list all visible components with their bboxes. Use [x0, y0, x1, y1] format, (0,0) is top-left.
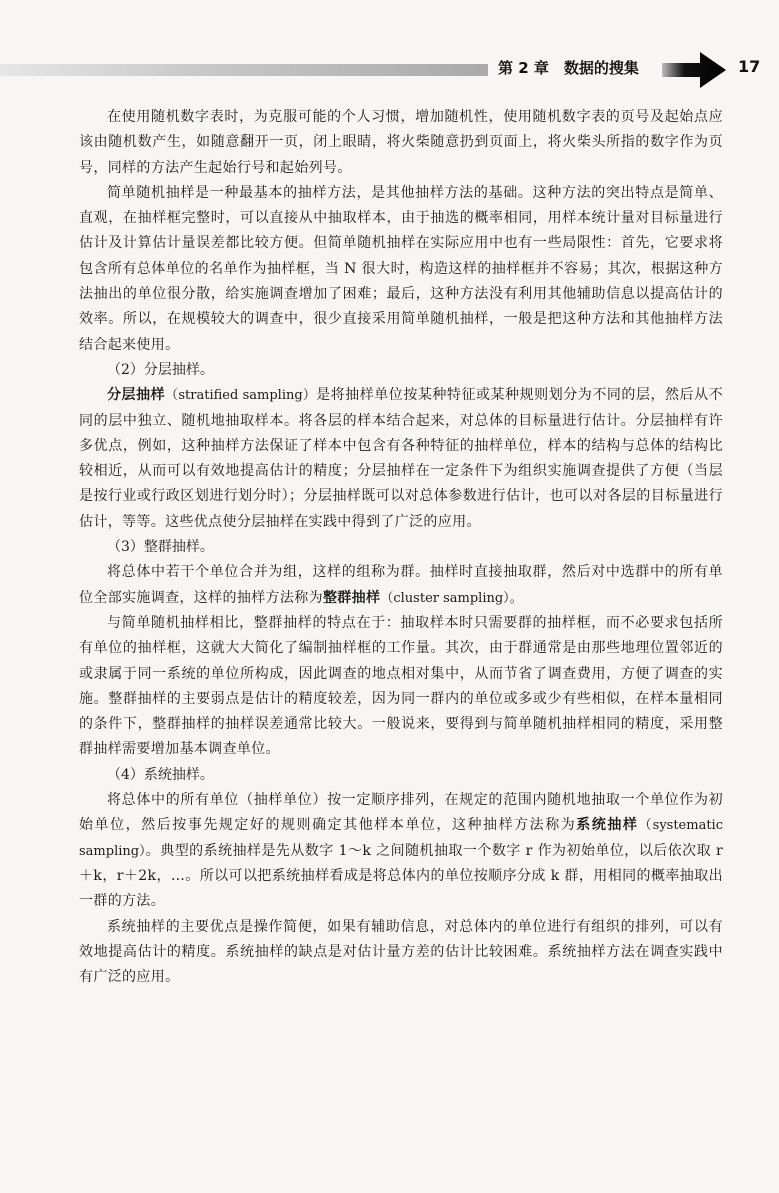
- paragraph-stratified-text: 是将抽样单位按某种特征或某种规则划分为不同的层，然后从不同的层中独立、随机地抽取样本。将各层的样本结合起来，对总体的目标量进行估计。分层抽样有许多优点，例如，这种抽样方法保证了样本中包含有各种特征的抽样单位，样本的结构与总体的结构比较相近，从而可以有效地提高估计的精度；分层抽样在一定条件下为组织实施调查提供了方便（当层是按行业或行政区划进行划分时）；分层抽样既可以对总体参数进行估计，也可以对各层的目标量进行估计，等等。这些优点使分层抽样在实践中得到了广泛的应用。: [79, 387, 723, 530]
- page-number: 17: [738, 57, 761, 76]
- chapter-title: 第 2 章 数据的搜集: [498, 59, 639, 77]
- term-systematic: 系统抽样: [576, 817, 639, 834]
- paragraph-random-table: 在使用随机数字表时，为克服可能的个人习惯，增加随机性，使用随机数字表的页号及起始点应该由随机数产生，如随意翻开一页，闭上眼睛，将火柴随意扔到页面上，将火柴头所指的数字作为页号，同样的方法产生起始行号和起始列号。: [79, 109, 723, 176]
- term-cluster: 整群抽样: [322, 589, 381, 606]
- paragraph-cluster-def: [79, 560, 723, 611]
- term-stratified-en: （stratified sampling）: [165, 388, 317, 404]
- term-systematic-en: （systematic sampling）: [79, 818, 723, 859]
- header-decorative-band: [0, 64, 488, 76]
- paragraph-cluster-text: 将总体中若干个单位合并为组，这样的组称为群。抽样时直接抽取群，然后对中选群中的所有单位全部实施调查，这样的抽样方法称为: [79, 564, 723, 606]
- term-cluster-en: （cluster sampling）。: [380, 590, 523, 606]
- paragraph-stratified: [79, 383, 723, 535]
- heading-cluster: （3）整群抽样。: [107, 539, 214, 556]
- heading-systematic: （4）系统抽样。: [107, 766, 214, 783]
- term-stratified: 分层抽样: [107, 387, 166, 404]
- running-header: [0, 52, 779, 92]
- heading-stratified: （2）分层抽样。: [107, 361, 214, 378]
- paragraph-simple-random: 简单随机抽样是一种最基本的抽样方法，是其他抽样方法的基础。这种方法的突出特点是简单、直观，在抽样框完整时，可以直接从中抽取样本，由于抽选的概率相同，用样本统计量对目标量进行估计及计算估计量误差都比较方便。但简单随机抽样在实际应用中也有一些局限性：首先，它要求将包含所有总体单位的名单作为抽样框，当 N 很大时，构造这样的抽样框并不容易；其次，根据这种方法抽出的单位很分散，给实施调查增加了困难；最后，这种方法没有利用其他辅助信息以提高估计的效率。所以，在规模较大的调查中，很少直接采用简单随机抽样，一般是把这种方法和其他抽样方法结合起来使用。: [79, 184, 723, 353]
- page-body: [79, 105, 723, 990]
- paragraph-systematic-def: [79, 788, 723, 914]
- paragraph-cluster-features: 与简单随机抽样相比，整群抽样的特点在于：抽取样本时只需要群的抽样框，而不必要求包括所有单位的抽样框，这就大大简化了编制抽样框的工作量。其次，由于群通常是由那些地理位置邻近的或隶属于同一系统的单位所构成，因此调查的地点相对集中，从而节省了调查费用，方便了调查的实施。整群抽样的主要弱点是估计的精度较差，因为同一群内的单位或多或少有些相似，在样本量相同的条件下，整群抽样的抽样误差通常比较大。一般说来，要得到与简单随机抽样相同的精度，采用整群抽样需要增加基本调查单位。: [79, 614, 723, 758]
- right-arrow-icon: [662, 52, 726, 88]
- paragraph-systematic-rest: 。典型的系统抽样是先从数字 1～k 之间随机抽取一个数字 r 作为初始单位，以后依次取 r＋k，r＋2k，…。所以可以把系统抽样看成是将总体内的单位按顺序分成 k 群，用相同的概率抽取出一群的方法。: [79, 842, 723, 910]
- paragraph-systematic-pros: 系统抽样的主要优点是操作简便，如果有辅助信息，对总体内的单位进行有组织的排列，可以有效地提高估计的精度。系统抽样的缺点是对估计量方差的估计比较困难。系统抽样方法在调查实践中有广泛的应用。: [79, 918, 723, 986]
- paragraph-systematic-text: 将总体中的所有单位（抽样单位）按一定顺序排列，在规定的范围内随机地抽取一个单位作为初始单位，然后按事先规定好的规则确定其他样本单位，这种抽样方法称为: [79, 792, 723, 834]
